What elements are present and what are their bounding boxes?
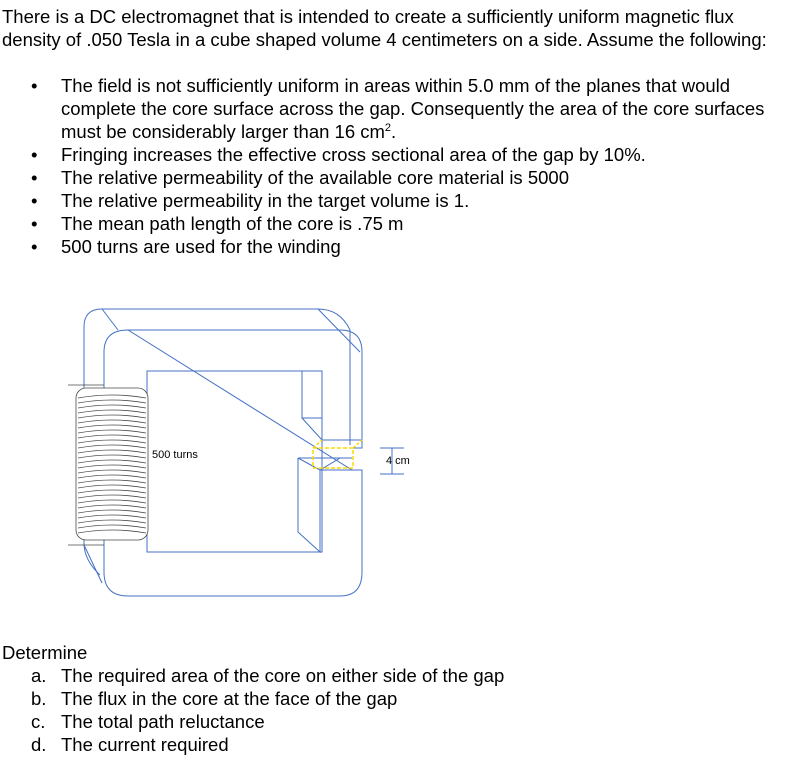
determine-item	[0, 710, 504, 733]
gap-dimension-label: 4 cm	[386, 455, 410, 467]
determine-item	[0, 687, 504, 710]
winding-body	[76, 388, 148, 540]
bullet-marker: •	[31, 144, 38, 165]
assumption-text: The relative permeability in the target volume is 1.	[61, 190, 470, 211]
item-marker: a.	[31, 665, 47, 686]
bullet-marker: •	[31, 190, 38, 211]
lower-pole-piece	[298, 458, 352, 552]
determine-list	[0, 664, 504, 756]
determine-title: Determine	[2, 642, 88, 663]
upper-pole-piece	[302, 371, 362, 440]
determine-item	[0, 733, 504, 756]
area-exponent: 2	[384, 121, 392, 134]
gap-volume-edge	[353, 440, 362, 448]
item-text: The flux in the core at the face of the gap	[61, 688, 398, 709]
core-depth-edge	[102, 309, 118, 330]
assumption-text: The mean path length of the core is .75 m	[61, 213, 404, 234]
bullet-marker: •	[31, 75, 38, 96]
area-suffix: .	[391, 121, 397, 142]
core-window	[147, 371, 322, 552]
bullet-marker: •	[31, 213, 38, 234]
winding-coil	[68, 385, 148, 545]
assumption-text: 500 turns are used for the winding	[61, 236, 341, 257]
item-text: The required area of the core on either side of the gap	[61, 665, 505, 686]
assumption-text: The field is not sufficiently uniform in areas within 5.0 mm of the planes that would complete the core surface across the gap. Consequently the area of the core surfaces must be considerably larger than 16 cm	[61, 75, 765, 142]
item-text: The total path reluctance	[61, 711, 265, 732]
item-marker: b.	[31, 688, 47, 709]
item-marker: c.	[31, 711, 46, 732]
determine-item	[0, 664, 504, 687]
bullet-marker: •	[31, 167, 38, 188]
core-depth-edge	[84, 545, 102, 583]
item-marker: d.	[31, 734, 47, 755]
bullet-marker: •	[31, 236, 38, 257]
gap-volume-edge	[313, 440, 322, 448]
item-text: The current required	[61, 734, 229, 755]
assumption-text: Fringing increases the effective cross sectional area of the gap by 10%.	[61, 144, 646, 165]
assumption-text: The relative permeability of the available core material is 5000	[61, 167, 569, 188]
winding-label: 500 turns	[152, 449, 198, 461]
problem-intro: There is a DC electromagnet that is intended to create a sufficiently uniform magnetic flux density of .050 Tesla in a cube shaped volume 4 centimeters on a side. Assume the following:	[2, 6, 767, 50]
